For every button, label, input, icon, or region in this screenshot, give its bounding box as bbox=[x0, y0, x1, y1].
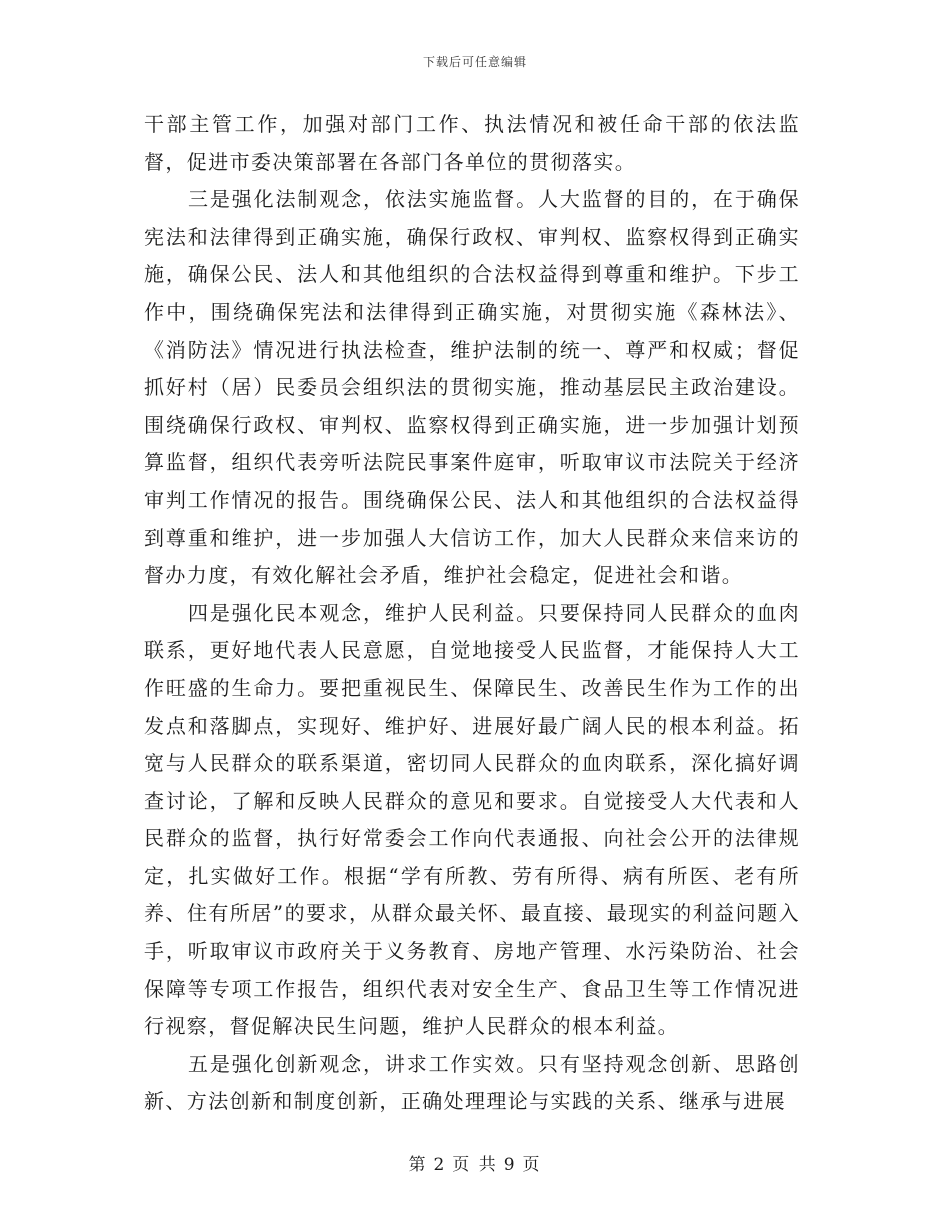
paragraph-continuation: 干部主管工作，加强对部门工作、执法情况和被任命干部的依法监督，促进市委决策部署在各部门各单位的贯彻落实。 bbox=[144, 112, 800, 174]
document-body bbox=[144, 106, 800, 1121]
total-pages-number: 9 bbox=[503, 1155, 517, 1175]
paragraph-innovation: 五是强化创新观念，讲求工作实效。只有坚持观念创新、思路创新、方法创新和制度创新，正确处理理论与实践的关系、继承与进展 bbox=[144, 1051, 800, 1114]
page-footer bbox=[0, 1150, 950, 1175]
page-header: 下载后可任意编辑 bbox=[422, 55, 527, 69]
current-page-number: 2 bbox=[433, 1155, 447, 1175]
footer-suffix: 页 bbox=[522, 1155, 542, 1175]
paragraph-rule-of-law: 三是强化法制观念，依法实施监督。人大监督的目的，在于确保宪法和法律得到正确实施，确保行政权、审判权、监察权得到正确实施，确保公民、法人和其他组织的合法权益得到尊重和维护。下步工作中，围绕确保宪法和法律得到正确实施，对贯彻实施《森林法》、《消防法》情况进行执法检查，维护法制的统一、尊严和权威；督促抓好村（居）民委员会组织法的贯彻实施，推动基层民主政治建设。围绕确保行政权、审判权、监察权得到正确实施，进一步加强计划预算监督，组织代表旁听法院民事案件庭审，听取审议市法院关于经济审判工作情况的报告。围绕确保公民、法人和其他组织的合法权益得到尊重和维护，进一步加强人大信访工作，加大人民群众来信来访的督办力度，有效化解社会矛盾，维护社会稳定，促进社会和谐。 bbox=[144, 187, 800, 588]
footer-prefix: 第 bbox=[408, 1155, 428, 1175]
footer-middle: 页 共 bbox=[452, 1155, 498, 1175]
paragraph-people-interest: 四是强化民本观念，维护人民利益。只要保持同人民群众的血肉联系，更好地代表人民意愿，自觉地接受人民监督，才能保持人大工作旺盛的生命力。要把重视民生、保障民生、改善民生作为工作的出发点和落脚点，实现好、维护好、进展好最广阔人民的根本利益。拓宽与人民群众的联系渠道，密切同人民群众的血肉联系，深化搞好调查讨论，了解和反映人民群众的意见和要求。自觉接受人大代表和人民群众的监督，执行好常委会工作向代表通报、向社会公开的法律规定，扎实做好工作。根据“学有所教、劳有所得、病有所医、老有所养、住有所居”的要求，从群众最关怀、最直接、最现实的利益问题入手，听取审议市政府关于义务教育、房地产管理、水污染防治、社会保障等专项工作报告，组织代表对安全生产、食品卫生等工作情况进行视察，督促解决民生问题，维护人民群众的根本利益。 bbox=[144, 600, 800, 1039]
